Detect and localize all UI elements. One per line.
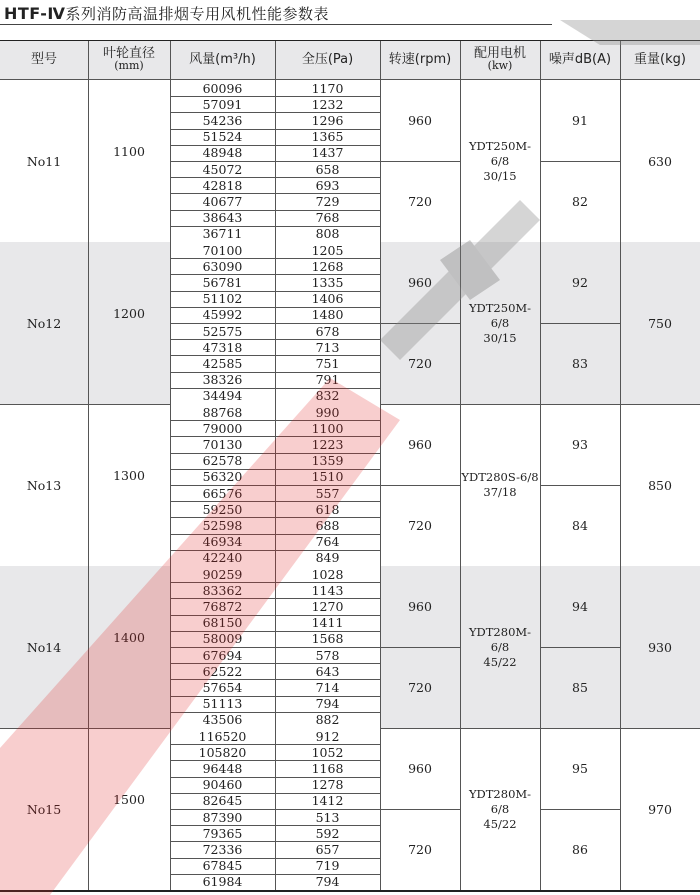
half-divider xyxy=(380,323,460,324)
flow-value: 96448 xyxy=(202,760,243,776)
noise-cell: 92 xyxy=(572,275,588,290)
header-weight: 重量(kg) xyxy=(634,52,686,67)
noise-cell: 95 xyxy=(572,761,588,776)
diameter-cell: 1100 xyxy=(113,143,145,159)
col-divider xyxy=(380,242,381,404)
flow-value: 116520 xyxy=(198,728,247,744)
pressure-value: 1296 xyxy=(311,112,344,128)
half-divider xyxy=(380,485,460,486)
weight-cell: 750 xyxy=(648,315,672,331)
pressure-value: 693 xyxy=(315,177,340,193)
pressure-value: 1411 xyxy=(311,615,344,631)
flow-value: 42585 xyxy=(202,355,243,371)
flow-value: 46934 xyxy=(202,534,243,550)
col-divider xyxy=(460,242,461,404)
speed-cell: 720 xyxy=(408,194,432,209)
half-divider xyxy=(540,647,620,648)
col-divider xyxy=(460,566,461,728)
col-divider xyxy=(540,404,541,566)
pressure-value: 794 xyxy=(315,874,340,890)
header-noise: 噪声dB(A) xyxy=(548,52,612,67)
pressure-value: 1365 xyxy=(311,129,344,145)
flow-value: 52598 xyxy=(202,517,243,533)
flow-value: 76872 xyxy=(202,598,243,614)
flow-value: 54236 xyxy=(202,112,243,128)
col-divider xyxy=(88,242,89,404)
col-divider xyxy=(460,80,461,242)
pressure-value: 912 xyxy=(315,728,340,744)
noise-cell: 93 xyxy=(572,437,588,452)
noise-cell: 85 xyxy=(572,680,588,695)
half-divider xyxy=(380,161,460,162)
model-cell: No15 xyxy=(26,801,62,817)
pressure-value: 729 xyxy=(315,193,340,209)
motor-power: 30/15 xyxy=(483,330,517,345)
diameter-cell: 1300 xyxy=(113,467,145,483)
col-divider xyxy=(460,728,461,890)
col-divider xyxy=(275,728,276,890)
motor-model: YDT250M-6/8 xyxy=(468,138,532,168)
header-col-divider xyxy=(275,41,276,79)
title-main: 系列消防高温排烟专用风机性能参数表 xyxy=(65,5,329,23)
weight-cell: 850 xyxy=(648,477,672,493)
pressure-value: 657 xyxy=(315,841,340,857)
header-diameter-unit: (mm) xyxy=(114,59,144,72)
header-col-divider xyxy=(540,41,541,79)
speed-cell: 720 xyxy=(408,680,432,695)
speed-cell: 960 xyxy=(408,437,432,452)
flow-value: 83362 xyxy=(202,582,243,598)
col-divider xyxy=(540,728,541,890)
col-divider xyxy=(620,728,621,890)
title-underline xyxy=(0,24,552,25)
diameter-cell: 1500 xyxy=(113,791,145,807)
pressure-value: 1223 xyxy=(311,436,344,452)
flow-value: 45992 xyxy=(202,307,243,323)
flow-value: 70130 xyxy=(202,436,243,452)
noise-cell: 94 xyxy=(572,599,588,614)
table-bottom-rule xyxy=(0,890,700,892)
noise-cell: 84 xyxy=(572,518,588,533)
pressure-value: 1359 xyxy=(311,453,344,469)
motor-cell xyxy=(460,728,540,890)
flow-value: 43506 xyxy=(202,712,243,728)
header-model: 型号 xyxy=(30,52,57,67)
pressure-value: 1278 xyxy=(311,777,344,793)
col-divider xyxy=(275,404,276,566)
col-divider xyxy=(620,80,621,242)
col-divider xyxy=(540,242,541,404)
header-diameter xyxy=(88,41,170,79)
header-flow: 风量(m³/h) xyxy=(189,52,256,67)
col-divider xyxy=(170,80,171,242)
col-divider xyxy=(170,404,171,566)
noise-cell: 83 xyxy=(572,356,588,371)
diameter-cell: 1400 xyxy=(113,629,145,645)
col-divider xyxy=(540,80,541,242)
flow-value: 56781 xyxy=(202,274,243,290)
flow-value: 57091 xyxy=(202,96,243,112)
pressure-value: 990 xyxy=(315,404,340,420)
col-divider xyxy=(620,566,621,728)
motor-power: 45/22 xyxy=(483,654,517,669)
header-motor-unit: (kw) xyxy=(487,59,513,72)
flow-value: 52575 xyxy=(202,323,243,339)
header-col-divider xyxy=(460,41,461,79)
col-divider xyxy=(540,566,541,728)
col-divider xyxy=(170,728,171,890)
col-divider xyxy=(380,80,381,242)
flow-value: 51113 xyxy=(202,696,243,712)
flow-value: 90259 xyxy=(202,566,243,582)
flow-value: 62578 xyxy=(202,453,243,469)
flow-value: 56320 xyxy=(202,469,243,485)
motor-model: YDT280S-6/8 xyxy=(461,470,539,484)
pressure-value: 1568 xyxy=(311,631,344,647)
flow-value: 51524 xyxy=(202,129,243,145)
half-divider xyxy=(380,809,460,810)
header-pressure: 全压(Pa) xyxy=(301,52,354,67)
pressure-value: 849 xyxy=(315,550,340,566)
col-divider xyxy=(275,566,276,728)
flow-value: 63090 xyxy=(202,258,243,274)
pressure-value: 592 xyxy=(315,825,340,841)
half-divider xyxy=(540,323,620,324)
pressure-value: 1510 xyxy=(311,469,344,485)
pressure-value: 1170 xyxy=(311,80,344,96)
flow-value: 68150 xyxy=(202,615,243,631)
pressure-value: 1168 xyxy=(311,760,344,776)
pressure-value: 1437 xyxy=(311,145,344,161)
col-divider xyxy=(88,404,89,566)
flow-value: 48948 xyxy=(202,145,243,161)
flow-value: 47318 xyxy=(202,339,243,355)
flow-value: 45072 xyxy=(202,161,243,177)
flow-value: 105820 xyxy=(198,744,247,760)
pressure-value: 557 xyxy=(315,485,340,501)
pressure-value: 1052 xyxy=(311,744,344,760)
noise-cell: 82 xyxy=(572,194,588,209)
weight-cell: 930 xyxy=(648,639,672,655)
col-divider xyxy=(380,566,381,728)
flow-value: 67845 xyxy=(202,858,243,874)
flow-value: 90460 xyxy=(202,777,243,793)
pressure-value: 719 xyxy=(315,858,340,874)
pressure-value: 1143 xyxy=(311,582,344,598)
pressure-value: 1268 xyxy=(311,258,344,274)
pressure-value: 658 xyxy=(315,161,340,177)
pressure-value: 618 xyxy=(315,501,340,517)
pressure-value: 794 xyxy=(315,696,340,712)
model-cell: No13 xyxy=(26,477,62,493)
pressure-value: 1232 xyxy=(311,96,344,112)
pressure-value: 578 xyxy=(315,647,340,663)
flow-value: 38326 xyxy=(202,372,243,388)
pressure-value: 808 xyxy=(315,226,340,242)
half-divider xyxy=(540,485,620,486)
flow-value: 70100 xyxy=(202,242,243,258)
half-divider xyxy=(540,809,620,810)
model-cell: No12 xyxy=(26,315,62,331)
flow-value: 36711 xyxy=(202,226,243,242)
motor-model: YDT280M-6/8 xyxy=(468,786,532,816)
speed-cell: 960 xyxy=(408,275,432,290)
flow-value: 67694 xyxy=(202,647,243,663)
col-divider xyxy=(275,80,276,242)
motor-power: 30/15 xyxy=(483,168,517,183)
col-divider xyxy=(460,404,461,566)
flow-value: 58009 xyxy=(202,631,243,647)
col-divider xyxy=(275,242,276,404)
pressure-value: 751 xyxy=(315,355,340,371)
speed-cell: 960 xyxy=(408,761,432,776)
pressure-value: 688 xyxy=(315,517,340,533)
pressure-value: 764 xyxy=(315,534,340,550)
flow-value: 38643 xyxy=(202,210,243,226)
col-divider xyxy=(170,242,171,404)
pressure-value: 678 xyxy=(315,323,340,339)
motor-cell xyxy=(460,404,540,566)
flow-value: 59250 xyxy=(202,501,243,517)
flow-value: 42240 xyxy=(202,550,243,566)
flow-value: 42818 xyxy=(202,177,243,193)
header-col-divider xyxy=(380,41,381,79)
header-col-divider xyxy=(88,41,89,79)
flow-value: 66576 xyxy=(202,485,243,501)
flow-value: 34494 xyxy=(202,388,243,404)
pressure-value: 1335 xyxy=(311,274,344,290)
col-divider xyxy=(620,404,621,566)
col-divider xyxy=(88,80,89,242)
motor-model: YDT280M-6/8 xyxy=(468,624,532,654)
flow-value: 62522 xyxy=(202,663,243,679)
document-title xyxy=(4,3,329,24)
col-divider xyxy=(88,728,89,890)
motor-cell xyxy=(460,242,540,404)
header-col-divider xyxy=(620,41,621,79)
pressure-value: 1028 xyxy=(311,566,344,582)
pressure-value: 713 xyxy=(315,339,340,355)
pressure-value: 882 xyxy=(315,712,340,728)
col-divider xyxy=(380,404,381,566)
title-prefix: HTF-Ⅳ xyxy=(4,4,66,23)
header-speed: 转速(rpm) xyxy=(388,52,452,67)
motor-model: YDT250M-6/8 xyxy=(468,300,532,330)
col-divider xyxy=(380,728,381,890)
speed-cell: 720 xyxy=(408,356,432,371)
col-divider xyxy=(620,242,621,404)
noise-cell: 86 xyxy=(572,842,588,857)
weight-cell: 630 xyxy=(648,153,672,169)
motor-power: 37/18 xyxy=(483,485,517,499)
speed-cell: 960 xyxy=(408,113,432,128)
motor-cell xyxy=(460,80,540,242)
flow-value: 57654 xyxy=(202,679,243,695)
model-cell: No11 xyxy=(26,153,62,169)
flow-value: 61984 xyxy=(202,874,243,890)
weight-cell: 970 xyxy=(648,801,672,817)
header-motor xyxy=(460,41,540,79)
diameter-cell: 1200 xyxy=(113,305,145,321)
pressure-value: 1406 xyxy=(311,291,344,307)
header-diameter-label: 叶轮直径 xyxy=(102,46,155,61)
flow-value: 88768 xyxy=(202,404,243,420)
pressure-value: 714 xyxy=(315,679,340,695)
pressure-value: 513 xyxy=(315,809,340,825)
speed-cell: 960 xyxy=(408,599,432,614)
col-divider xyxy=(170,566,171,728)
pressure-value: 1205 xyxy=(311,242,344,258)
pressure-value: 1270 xyxy=(311,598,344,614)
flow-value: 87390 xyxy=(202,809,243,825)
pressure-value: 832 xyxy=(315,388,340,404)
flow-value: 82645 xyxy=(202,793,243,809)
flow-value: 79000 xyxy=(202,420,243,436)
col-divider xyxy=(88,566,89,728)
flow-value: 40677 xyxy=(202,193,243,209)
pressure-value: 1412 xyxy=(311,793,344,809)
motor-power: 45/22 xyxy=(483,816,517,831)
pressure-value: 1480 xyxy=(311,307,344,323)
speed-cell: 720 xyxy=(408,518,432,533)
half-divider xyxy=(380,647,460,648)
pressure-value: 791 xyxy=(315,372,340,388)
pressure-value: 1100 xyxy=(311,420,344,436)
noise-cell: 91 xyxy=(572,113,588,128)
header-motor-label: 配用电机 xyxy=(473,46,526,61)
pressure-value: 768 xyxy=(315,210,340,226)
motor-cell xyxy=(460,566,540,728)
pressure-value: 643 xyxy=(315,663,340,679)
header-col-divider xyxy=(170,41,171,79)
flow-value: 72336 xyxy=(202,841,243,857)
half-divider xyxy=(540,161,620,162)
flow-value: 51102 xyxy=(202,291,243,307)
model-cell: No14 xyxy=(26,639,62,655)
flow-value: 79365 xyxy=(202,825,243,841)
speed-cell: 720 xyxy=(408,842,432,857)
flow-value: 60096 xyxy=(202,80,243,96)
